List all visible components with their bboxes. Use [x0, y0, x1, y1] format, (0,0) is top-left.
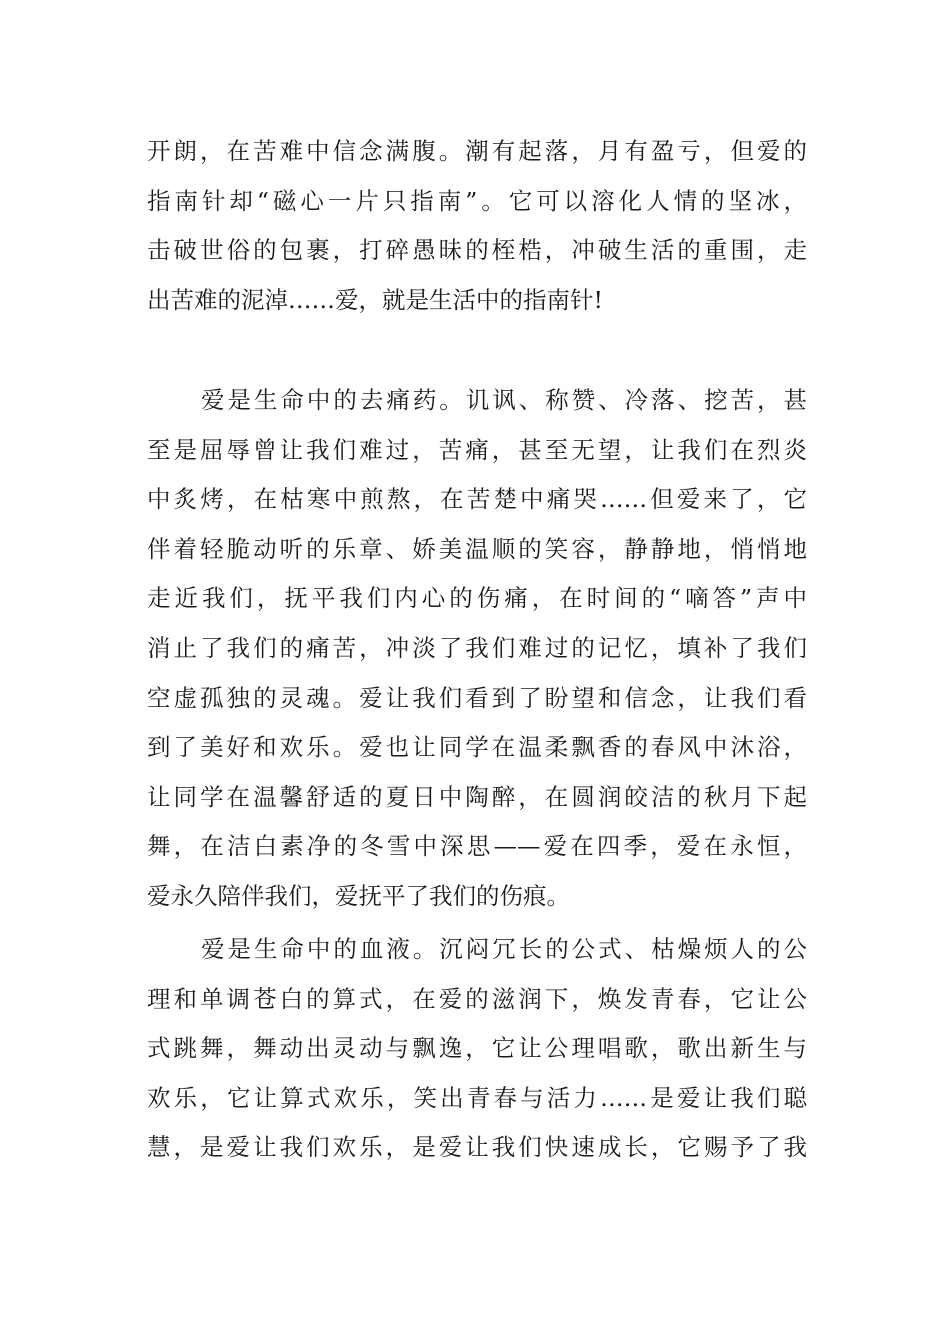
text-line: 爱是生命中的血液。沉闷冗长的公式、枯燥烦人的公	[201, 935, 807, 963]
text-line: 让同学在温馨舒适的夏日中陶醉，在圆润皎洁的秋月下起	[147, 782, 807, 811]
text-line: 出苦难的泥淖……爱，就是生活中的指南针!	[147, 285, 603, 314]
text-line: 伴着轻脆动听的乐章、娇美温顺的笑容，静静地，悄悄地	[147, 534, 807, 563]
text-line: 至是屈辱曾让我们难过，苦痛，甚至无望，让我们在烈炎	[147, 435, 807, 464]
text-line: 中炙烤，在枯寒中煎熬，在苦楚中痛哭……但爱来了，它	[147, 485, 807, 514]
text-line: 走近我们，抚平我们内心的伤痛，在时间的“嘀答”声中	[147, 584, 807, 613]
text-line: 开朗，在苦难中信念满腹。潮有起落，月有盈亏，但爱的	[147, 137, 807, 165]
text-line: 欢乐，它让算式欢乐，笑出青春与活力……是爱让我们聪	[147, 1083, 807, 1112]
text-line: 理和单调苍白的算式，在爱的滋润下，焕发青春，它让公	[147, 984, 807, 1013]
text-line: 击破世俗的包裹，打碎愚昧的桎梏，冲破生活的重围，走	[147, 236, 807, 265]
text-line: 舞，在洁白素净的冬雪中深思——爱在四季，爱在永恒，	[147, 832, 807, 861]
text-line: 指南针却“磁心一片只指南”。它可以溶化人情的坚冰，	[147, 186, 807, 215]
text-line: 式跳舞，舞动出灵动与飘逸，它让公理唱歌，歌出新生与	[147, 1034, 807, 1063]
paragraph-compass	[147, 127, 807, 325]
text-line: 空虚孤独的灵魂。爱让我们看到了盼望和信念，让我们看	[147, 683, 807, 712]
text-line: 到了美好和欢乐。爱也让同学在温柔飘香的春风中沐浴，	[147, 733, 807, 762]
paragraph-blood	[147, 925, 807, 1173]
text-line: 爱是生命中的去痛药。讥讽、称赞、冷落、挖苦，甚	[201, 386, 807, 414]
text-line: 慧，是爱让我们欢乐，是爱让我们快速成长，它赐予了我	[147, 1133, 807, 1162]
paragraph-painkiller	[147, 376, 807, 922]
text-line: 消止了我们的痛苦，冲淡了我们难过的记忆，填补了我们	[147, 633, 807, 662]
text-line: 爱永久陪伴我们，爱抚平了我们的伤痕。	[147, 881, 570, 910]
